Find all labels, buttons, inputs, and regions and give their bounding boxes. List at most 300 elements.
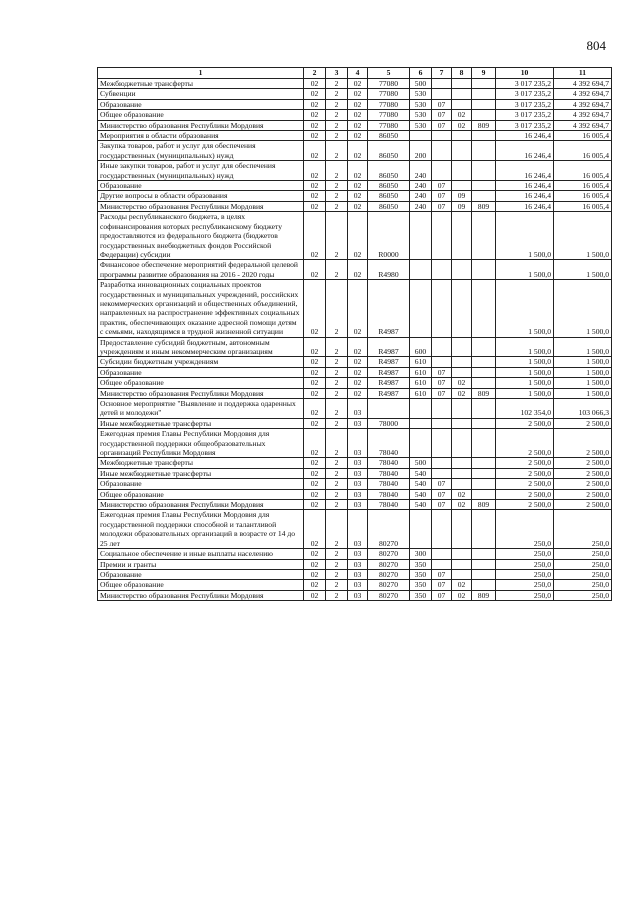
code-cell: 80270	[368, 549, 410, 559]
code-cell: 02	[452, 489, 472, 499]
code-cell	[472, 458, 496, 468]
amount-cell: 3 017 235,2	[496, 99, 554, 109]
code-cell: 78040	[368, 500, 410, 510]
amount-cell: 1 500,0	[554, 388, 612, 398]
amount-cell: 4 392 694,7	[554, 79, 612, 89]
code-cell: 02	[348, 280, 368, 337]
table-row	[98, 367, 612, 377]
code-cell	[432, 337, 452, 357]
code-cell: 02	[348, 131, 368, 141]
code-cell: 200	[410, 141, 432, 161]
row-label: Ежегодная премия Главы Республики Мордовия для государственной поддержки общеобразовательных организаций Республики Мордовия	[98, 429, 304, 458]
code-cell	[452, 418, 472, 428]
code-cell: 809	[472, 120, 496, 130]
amount-cell: 2 500,0	[496, 489, 554, 499]
code-cell	[472, 79, 496, 89]
table-row	[98, 141, 612, 161]
code-cell	[368, 399, 410, 419]
amount-cell: 3 017 235,2	[496, 89, 554, 99]
amount-cell: 102 354,0	[496, 399, 554, 419]
code-cell: 02	[348, 337, 368, 357]
code-cell: 809	[472, 201, 496, 211]
code-cell	[410, 280, 432, 337]
code-cell: 530	[410, 99, 432, 109]
code-cell	[472, 181, 496, 191]
amount-cell: 1 500,0	[496, 367, 554, 377]
amount-cell: 250,0	[554, 549, 612, 559]
amount-cell: 16 246,4	[496, 181, 554, 191]
row-label: Министерство образования Республики Мордовия	[98, 120, 304, 130]
row-label: Общее образование	[98, 580, 304, 590]
code-cell	[410, 260, 432, 280]
code-cell: 240	[410, 191, 432, 201]
code-cell: 300	[410, 549, 432, 559]
code-cell: 07	[432, 500, 452, 510]
code-cell: 2	[326, 479, 348, 489]
code-cell: 809	[472, 590, 496, 600]
code-cell	[472, 569, 496, 579]
code-cell	[472, 429, 496, 458]
amount-cell: 4 392 694,7	[554, 89, 612, 99]
code-cell: 2	[326, 141, 348, 161]
code-cell: 07	[432, 99, 452, 109]
row-label: Мероприятия в области образования	[98, 131, 304, 141]
amount-cell: 16 005,4	[554, 181, 612, 191]
code-cell: 2	[326, 260, 348, 280]
amount-cell: 1 500,0	[496, 337, 554, 357]
code-cell: 02	[304, 212, 326, 260]
code-cell: 07	[432, 378, 452, 388]
code-cell: 78000	[368, 418, 410, 428]
code-cell: 07	[432, 191, 452, 201]
amount-cell: 250,0	[496, 569, 554, 579]
code-cell	[472, 418, 496, 428]
code-cell: 350	[410, 590, 432, 600]
table-row	[98, 418, 612, 428]
row-label: Расходы республиканского бюджета, в целях софинансирования которых республиканскому бюджету предоставляются из федерального бюджета (бюджетов государственных внебюджетных фондов Российской Федерации) субсидии	[98, 212, 304, 260]
amount-cell: 250,0	[496, 549, 554, 559]
amount-cell: 1 500,0	[496, 260, 554, 280]
code-cell: 77080	[368, 89, 410, 99]
code-cell: 03	[348, 479, 368, 489]
code-cell: 02	[304, 357, 326, 367]
code-cell: 02	[304, 367, 326, 377]
code-cell	[410, 429, 432, 458]
code-cell: 02	[348, 89, 368, 99]
code-cell: 02	[348, 378, 368, 388]
code-cell: 2	[326, 181, 348, 191]
code-cell: 03	[348, 399, 368, 419]
table-row	[98, 569, 612, 579]
code-cell: 02	[304, 489, 326, 499]
code-cell: 2	[326, 79, 348, 89]
code-cell: 02	[348, 110, 368, 120]
code-cell: 809	[472, 388, 496, 398]
code-cell: 77080	[368, 79, 410, 89]
amount-cell: 16 246,4	[496, 131, 554, 141]
code-cell	[472, 489, 496, 499]
code-cell: 03	[348, 559, 368, 569]
code-cell: 610	[410, 367, 432, 377]
code-cell: 02	[452, 590, 472, 600]
amount-cell: 4 392 694,7	[554, 120, 612, 130]
row-label: Министерство образования Республики Мордовия	[98, 201, 304, 211]
code-cell	[472, 141, 496, 161]
code-cell: 02	[452, 120, 472, 130]
code-cell	[432, 559, 452, 569]
code-cell: 03	[348, 549, 368, 559]
amount-cell: 2 500,0	[554, 429, 612, 458]
code-cell	[410, 418, 432, 428]
code-cell: 610	[410, 357, 432, 367]
row-label: Образование	[98, 479, 304, 489]
code-cell	[452, 429, 472, 458]
code-cell: 02	[348, 141, 368, 161]
code-cell: 07	[432, 201, 452, 211]
code-cell: 02	[348, 161, 368, 181]
code-cell: 02	[304, 569, 326, 579]
code-cell: 2	[326, 580, 348, 590]
code-cell: 2	[326, 429, 348, 458]
code-cell: 78040	[368, 468, 410, 478]
column-header: 11	[554, 68, 612, 79]
row-label: Другие вопросы в области образования	[98, 191, 304, 201]
table-row	[98, 99, 612, 109]
code-cell: 03	[348, 510, 368, 549]
code-cell	[452, 89, 472, 99]
table-row	[98, 79, 612, 89]
code-cell: 2	[326, 120, 348, 130]
column-header: 3	[326, 68, 348, 79]
code-cell: 02	[304, 510, 326, 549]
amount-cell: 1 500,0	[496, 378, 554, 388]
table-row	[98, 479, 612, 489]
code-cell	[472, 378, 496, 388]
table-header-row	[98, 68, 612, 79]
code-cell: 78040	[368, 458, 410, 468]
code-cell	[432, 458, 452, 468]
table-row	[98, 260, 612, 280]
row-label: Закупка товаров, работ и услуг для обеспечения государственных (муниципальных) нужд	[98, 141, 304, 161]
code-cell: 2	[326, 458, 348, 468]
amount-cell: 16 005,4	[554, 191, 612, 201]
code-cell	[472, 549, 496, 559]
code-cell	[472, 212, 496, 260]
code-cell: 2	[326, 337, 348, 357]
code-cell: 2	[326, 590, 348, 600]
code-cell: 09	[452, 191, 472, 201]
row-label: Ежегодная премия Главы Республики Мордовия для государственной поддержки способной и талантливой молодежи образовательных организаций в возрасте от 14 до 25 лет	[98, 510, 304, 549]
code-cell: 86050	[368, 201, 410, 211]
column-header: 6	[410, 68, 432, 79]
amount-cell: 2 500,0	[554, 418, 612, 428]
code-cell	[432, 141, 452, 161]
amount-cell: 2 500,0	[554, 500, 612, 510]
code-cell: 350	[410, 569, 432, 579]
code-cell: 2	[326, 212, 348, 260]
code-cell: 2	[326, 89, 348, 99]
code-cell: 2	[326, 399, 348, 419]
code-cell: 02	[304, 580, 326, 590]
code-cell: 03	[348, 580, 368, 590]
code-cell: 02	[348, 367, 368, 377]
code-cell	[432, 161, 452, 181]
code-cell	[472, 357, 496, 367]
code-cell	[472, 399, 496, 419]
code-cell: 02	[304, 191, 326, 201]
code-cell	[472, 510, 496, 549]
code-cell: 02	[304, 500, 326, 510]
amount-cell: 2 500,0	[496, 468, 554, 478]
row-label: Образование	[98, 181, 304, 191]
code-cell: 07	[432, 569, 452, 579]
row-label: Общее образование	[98, 489, 304, 499]
code-cell: 540	[410, 500, 432, 510]
amount-cell: 2 500,0	[496, 500, 554, 510]
code-cell	[432, 468, 452, 478]
code-cell	[452, 212, 472, 260]
amount-cell: 1 500,0	[554, 367, 612, 377]
code-cell	[452, 260, 472, 280]
amount-cell: 4 392 694,7	[554, 110, 612, 120]
code-cell	[410, 510, 432, 549]
amount-cell: 16 005,4	[554, 131, 612, 141]
code-cell: 02	[304, 99, 326, 109]
code-cell: 2	[326, 110, 348, 120]
code-cell: 02	[348, 260, 368, 280]
table-row	[98, 500, 612, 510]
code-cell: 809	[472, 500, 496, 510]
table-row	[98, 161, 612, 181]
code-cell: 78040	[368, 429, 410, 458]
row-label: Общее образование	[98, 110, 304, 120]
column-header: 5	[368, 68, 410, 79]
row-label: Социальное обеспечение и иные выплаты населению	[98, 549, 304, 559]
code-cell: 03	[348, 489, 368, 499]
code-cell: 2	[326, 388, 348, 398]
table-row	[98, 559, 612, 569]
code-cell: 540	[410, 489, 432, 499]
code-cell	[432, 131, 452, 141]
code-cell: 530	[410, 110, 432, 120]
code-cell	[452, 99, 472, 109]
amount-cell: 4 392 694,7	[554, 99, 612, 109]
amount-cell: 16 246,4	[496, 191, 554, 201]
code-cell	[452, 280, 472, 337]
code-cell: 2	[326, 367, 348, 377]
code-cell	[472, 468, 496, 478]
row-label: Межбюджетные трансферты	[98, 458, 304, 468]
table-row	[98, 399, 612, 419]
amount-cell: 1 500,0	[496, 280, 554, 337]
code-cell: 02	[304, 161, 326, 181]
code-cell: 02	[304, 559, 326, 569]
code-cell: 86050	[368, 161, 410, 181]
code-cell: 02	[304, 141, 326, 161]
amount-cell: 16 246,4	[496, 201, 554, 211]
column-header: 10	[496, 68, 554, 79]
amount-cell: 250,0	[554, 569, 612, 579]
table-row	[98, 388, 612, 398]
row-label: Премии и гранты	[98, 559, 304, 569]
amount-cell: 250,0	[554, 590, 612, 600]
code-cell: 2	[326, 191, 348, 201]
code-cell: 2	[326, 131, 348, 141]
code-cell	[452, 458, 472, 468]
code-cell: 77080	[368, 99, 410, 109]
code-cell: 07	[432, 110, 452, 120]
code-cell: R4987	[368, 378, 410, 388]
row-label: Предоставление субсидий бюджетным, автономным учреждениям и иным некоммерческим организациям	[98, 337, 304, 357]
code-cell: 80270	[368, 559, 410, 569]
code-cell	[472, 161, 496, 181]
code-cell	[452, 357, 472, 367]
budget-table	[97, 67, 612, 601]
code-cell: 86050	[368, 131, 410, 141]
code-cell: 2	[326, 280, 348, 337]
code-cell: 02	[304, 399, 326, 419]
code-cell: 02	[452, 500, 472, 510]
row-label: Субвенции	[98, 89, 304, 99]
code-cell: 02	[304, 458, 326, 468]
code-cell: R4987	[368, 357, 410, 367]
code-cell: 2	[326, 549, 348, 559]
amount-cell: 2 500,0	[554, 479, 612, 489]
code-cell: 07	[432, 489, 452, 499]
table-row	[98, 549, 612, 559]
code-cell: 86050	[368, 191, 410, 201]
row-label: Образование	[98, 367, 304, 377]
code-cell: 02	[452, 110, 472, 120]
code-cell: 2	[326, 489, 348, 499]
code-cell: 03	[348, 590, 368, 600]
row-label: Министерство образования Республики Мордовия	[98, 590, 304, 600]
amount-cell: 2 500,0	[554, 468, 612, 478]
row-label: Министерство образования Республики Мордовия	[98, 500, 304, 510]
code-cell: R4987	[368, 388, 410, 398]
code-cell	[432, 260, 452, 280]
code-cell	[472, 280, 496, 337]
code-cell	[472, 110, 496, 120]
code-cell: 02	[348, 212, 368, 260]
code-cell: R0000	[368, 212, 410, 260]
code-cell: 02	[304, 181, 326, 191]
code-cell	[472, 131, 496, 141]
code-cell	[410, 131, 432, 141]
code-cell: 02	[304, 549, 326, 559]
amount-cell: 16 246,4	[496, 141, 554, 161]
table-row	[98, 212, 612, 260]
code-cell	[452, 181, 472, 191]
code-cell: 610	[410, 378, 432, 388]
code-cell: 03	[348, 458, 368, 468]
table-row	[98, 89, 612, 99]
code-cell	[472, 479, 496, 489]
table-row	[98, 280, 612, 337]
page-number: 804	[586, 38, 606, 53]
code-cell: 500	[410, 458, 432, 468]
code-cell: 240	[410, 161, 432, 181]
amount-cell: 250,0	[496, 590, 554, 600]
code-cell: 02	[304, 280, 326, 337]
code-cell: 07	[432, 120, 452, 130]
row-label: Образование	[98, 569, 304, 579]
amount-cell: 1 500,0	[554, 378, 612, 388]
code-cell	[432, 212, 452, 260]
table-row	[98, 489, 612, 499]
table-row	[98, 458, 612, 468]
table-row	[98, 429, 612, 458]
code-cell: 530	[410, 120, 432, 130]
code-cell: 80270	[368, 569, 410, 579]
code-cell	[452, 79, 472, 89]
code-cell: 02	[348, 79, 368, 89]
table-row	[98, 337, 612, 357]
code-cell	[472, 260, 496, 280]
row-label: Общее образование	[98, 378, 304, 388]
table-row	[98, 378, 612, 388]
code-cell: 77080	[368, 120, 410, 130]
code-cell: 2	[326, 418, 348, 428]
code-cell	[432, 418, 452, 428]
code-cell: 78040	[368, 489, 410, 499]
code-cell	[452, 468, 472, 478]
code-cell: 02	[348, 120, 368, 130]
code-cell: 03	[348, 500, 368, 510]
amount-cell: 1 500,0	[554, 260, 612, 280]
code-cell: 02	[304, 590, 326, 600]
amount-cell: 1 500,0	[554, 212, 612, 260]
code-cell: 02	[304, 131, 326, 141]
code-cell: 03	[348, 429, 368, 458]
code-cell: 07	[432, 590, 452, 600]
code-cell: 80270	[368, 510, 410, 549]
amount-cell: 1 500,0	[554, 357, 612, 367]
code-cell: 500	[410, 79, 432, 89]
row-label: Разработка инновационных социальных проектов государственных и муниципальных учреждений, российских некоммерческих организаций и общественных объединений, направленных на распространение эффективных социальных практик, обеспечивающих оказание адресной помощи детям с семьями, находящимся в трудной жизненной ситуации	[98, 280, 304, 337]
amount-cell: 1 500,0	[554, 337, 612, 357]
code-cell	[472, 99, 496, 109]
code-cell: 07	[432, 181, 452, 191]
table-row	[98, 357, 612, 367]
code-cell: 80270	[368, 580, 410, 590]
code-cell	[452, 559, 472, 569]
amount-cell: 2 500,0	[554, 458, 612, 468]
column-header: 9	[472, 68, 496, 79]
code-cell: 02	[452, 580, 472, 590]
table-row	[98, 580, 612, 590]
code-cell: 2	[326, 510, 348, 549]
code-cell: R4980	[368, 260, 410, 280]
amount-cell: 1 500,0	[496, 388, 554, 398]
code-cell: 02	[304, 388, 326, 398]
code-cell	[432, 399, 452, 419]
row-label: Субсидии бюджетным учреждениям	[98, 357, 304, 367]
code-cell	[452, 569, 472, 579]
code-cell: 77080	[368, 110, 410, 120]
code-cell: 2	[326, 569, 348, 579]
code-cell: 240	[410, 181, 432, 191]
code-cell: 86050	[368, 141, 410, 161]
table-row	[98, 191, 612, 201]
code-cell: 02	[304, 260, 326, 280]
code-cell: 02	[348, 357, 368, 367]
code-cell: 2	[326, 500, 348, 510]
code-cell: 03	[348, 418, 368, 428]
code-cell: 2	[326, 161, 348, 181]
code-cell: 02	[304, 110, 326, 120]
code-cell	[452, 479, 472, 489]
